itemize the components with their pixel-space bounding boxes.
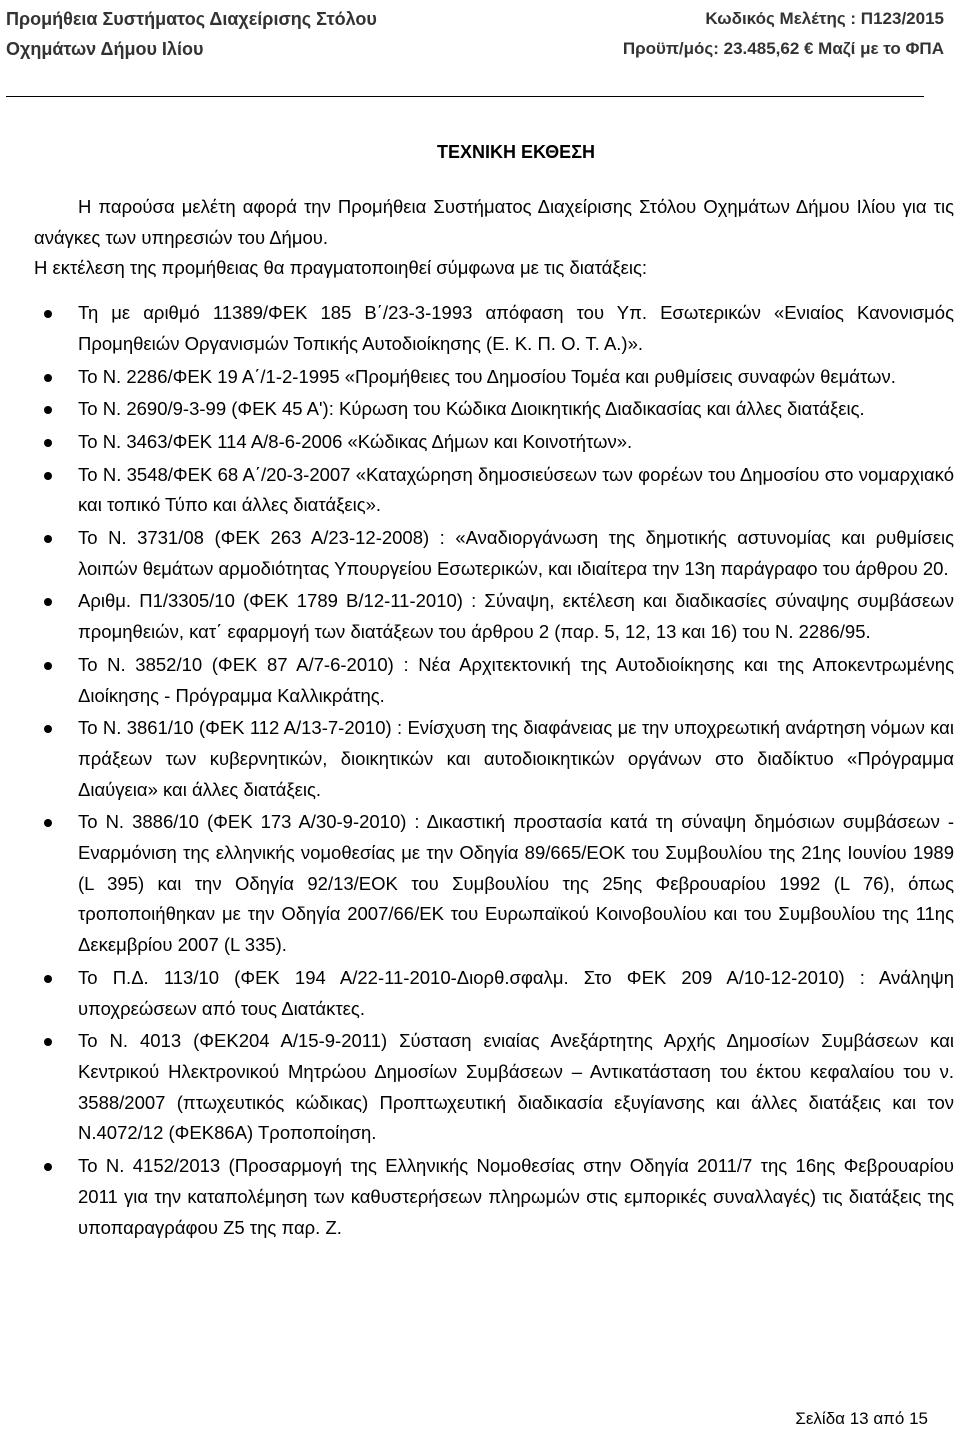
list-item-text: Το Ν. 2690/9-3-99 (ΦΕΚ 45 Α'): Κύρωση του Κώδικα Διοικητικής Διαδικασίας και άλλες διατάξεις. [78, 398, 865, 420]
bullet-icon [44, 535, 52, 543]
list-item [34, 394, 954, 425]
document-body [34, 192, 954, 1245]
header-left [6, 4, 377, 64]
legal-references-list [34, 298, 954, 1243]
bullet-icon [44, 310, 52, 318]
list-item-text: Το Ν. 3852/10 (ΦΕΚ 87 Α/7-6-2010) : Νέα Αρχιτεκτονική της Αυτοδιοίκησης και της Αποκεντρωμένης Διοίκησης - Πρόγραμμα Καλλικράτης. [78, 653, 954, 706]
header-study-code: Κωδικός Μελέτης : Π123/2015 [705, 9, 944, 28]
bullet-icon [44, 406, 52, 414]
list-item [34, 523, 954, 584]
list-item [34, 427, 954, 458]
list-item-text: Το Ν. 4013 (ΦΕΚ204 Α/15-9-2011) Σύσταση ενιαίας Ανεξάρτητης Αρχής Δημοσίων Συμβάσεων και Κεντρικού Ηλεκτρονικού Μητρώου Δημοσίων Συμβάσεων – Αντικατάσταση του έκτου κεφαλαίου του ν. 3588/2007 (πτωχευτικός κώδικας) Προπτωχευτική διαδικασία εξυγίανσης και άλλες διατάξεις και τον Ν.4072/12 (ΦΕΚ86Α) Τροποποίηση. [78, 1030, 954, 1144]
header-divider [6, 96, 924, 97]
bullet-icon [44, 725, 52, 733]
list-item [34, 807, 954, 961]
list-item-text: Το Ν. 3886/10 (ΦΕΚ 173 Α/30-9-2010) : Δικαστική προστασία κατά τη σύναψη δημόσιων συμβάσεων - Εναρμόνιση της ελληνικής νομοθεσίας με την Οδηγία 89/665/ΕΟΚ του Συμβουλίου της 21ης Ιουνίου 1989 (L 395) και την Οδηγία 92/13/ΕΟΚ του Συμβουλίου της 25ης Φεβρουαρίου 1992 (L 76), όπως τροποποιήθηκαν με την Οδηγία 2007/66/ΕΚ του Ευρωπαϊκού Κοινοβουλίου και του Συμβουλίου της 11ης Δεκεμβρίου 2007 (L 335). [78, 811, 954, 956]
bullet-icon [44, 374, 52, 382]
list-item [34, 650, 954, 711]
intro-paragraph: Η παρούσα μελέτη αφορά την Προμήθεια Συστήματος Διαχείρισης Στόλου Οχημάτων Δήμου Ιλίου για τις ανάγκες των υπηρεσιών του Δήμου. [34, 196, 954, 248]
list-item-text: Το Ν. 3861/10 (ΦΕΚ 112 Α/13-7-2010) : Ενίσχυση της διαφάνειας με την υποχρεωτική ανάρτηση νόμων και πράξεων των κυβερνητικών, διοικητικών και αυτοδιοικητικών οργάνων στο διαδίκτυο «Πρόγραμμα Διαύγεια» και άλλες διατάξεις. [78, 717, 954, 800]
list-item-text: Το Ν. 3463/ΦΕΚ 114 Α/8-6-2006 «Κώδικας Δήμων και Κοινοτήτων». [78, 430, 633, 452]
bullet-icon [44, 662, 52, 670]
list-item [34, 362, 954, 393]
bullet-icon [44, 819, 52, 827]
list-item-text: Το Ν. 3548/ΦΕΚ 68 Α΄/20-3-2007 «Καταχώρηση δημοσιεύσεων των φορέων του Δημοσίου στο νομαρχιακό και τοπικό Τύπο και άλλες διατάξεις». [78, 463, 954, 516]
page-number: Σελίδα 13 από 15 [795, 1409, 928, 1428]
list-item [34, 1151, 954, 1243]
bullet-icon [44, 439, 52, 447]
list-item [34, 713, 954, 805]
intro-statement: Η εκτέλεση της προμήθειας θα πραγματοποιηθεί σύμφωνα με τις διατάξεις: [34, 257, 648, 279]
bullet-icon [44, 975, 52, 983]
list-item-text: Το Ν. 3731/08 (ΦΕΚ 263 Α/23-12-2008) : «Αναδιοργάνωση της δημοτικής αστυνομίας και ρυθμίσεις λοιπών θεμάτων αρμοδιότητας Υπουργείου Εσωτερικών, και ιδιαίτερα την 13η παράγραφο του άρθρου 20. [78, 527, 954, 579]
list-item-text: Αριθμ. Π1/3305/10 (ΦΕΚ 1789 Β/12-11-2010) : Σύναψη, εκτέλεση και διαδικασίες σύναψης συμβάσεων προμηθειών, κατ΄ εφαρμογή των διατάξεων του άρθρου 2 (παρ. 5, 12, 13 και 16) του Ν. 2286/95. [78, 590, 954, 643]
list-item-text: Το Ν. 2286/ΦΕΚ 19 Α΄/1-2-1995 «Προμήθειες του Δημοσίου Τομέα και ρυθμίσεις συναφών θεμάτων. [78, 365, 896, 387]
list-item [34, 298, 954, 359]
header-right [623, 4, 944, 64]
bullet-icon [44, 598, 52, 606]
list-item-text: Τη με αριθμό 11389/ΦΕΚ 185 Β΄/23-3-1993 απόφαση του Υπ. Εσωτερικών «Ενιαίος Κανονισμός Προμηθειών Οργανισμών Τοπικής Αυτοδιοίκησης (Ε. Κ. Π. Ο. Τ. Α.)». [78, 302, 954, 354]
bullet-icon [44, 1038, 52, 1046]
list-item [34, 460, 954, 521]
list-item [34, 963, 954, 1024]
list-item [34, 586, 954, 647]
bullet-icon [44, 472, 52, 480]
list-item [34, 1026, 954, 1149]
list-item-text: Το Ν. 4152/2013 (Προσαρμογή της Ελληνικής Νομοθεσίας στην Οδηγία 2011/7 της 16ης Φεβρουαρίου 2011 για την καταπολέμηση των καθυστερήσεων πληρωμών στις εμπορικές συναλλαγές) τις διατάξεις της υποπαραγράφου Ζ5 της παρ. Ζ. [78, 1155, 954, 1238]
bullet-icon [44, 1163, 52, 1171]
header-project-subtitle: Οχημάτων Δήμου Ιλίου [6, 39, 204, 59]
list-item-text: Το Π.Δ. 113/10 (ΦΕΚ 194 Α/22-11-2010-Διορθ.σφαλμ. Στο ΦΕΚ 209 Α/10-12-2010) : Ανάληψη υποχρεώσεων από τους Διατάκτες. [78, 966, 954, 1019]
header-project-title: Προμήθεια Συστήματος Διαχείρισης Στόλου [6, 9, 377, 29]
header-budget: Προϋπ/μός: 23.485,62 € Μαζί με το ΦΠΑ [622, 39, 944, 58]
page-title: ΤΕΧΝΙΚΗ ΕΚΘΕΣΗ [437, 142, 595, 162]
